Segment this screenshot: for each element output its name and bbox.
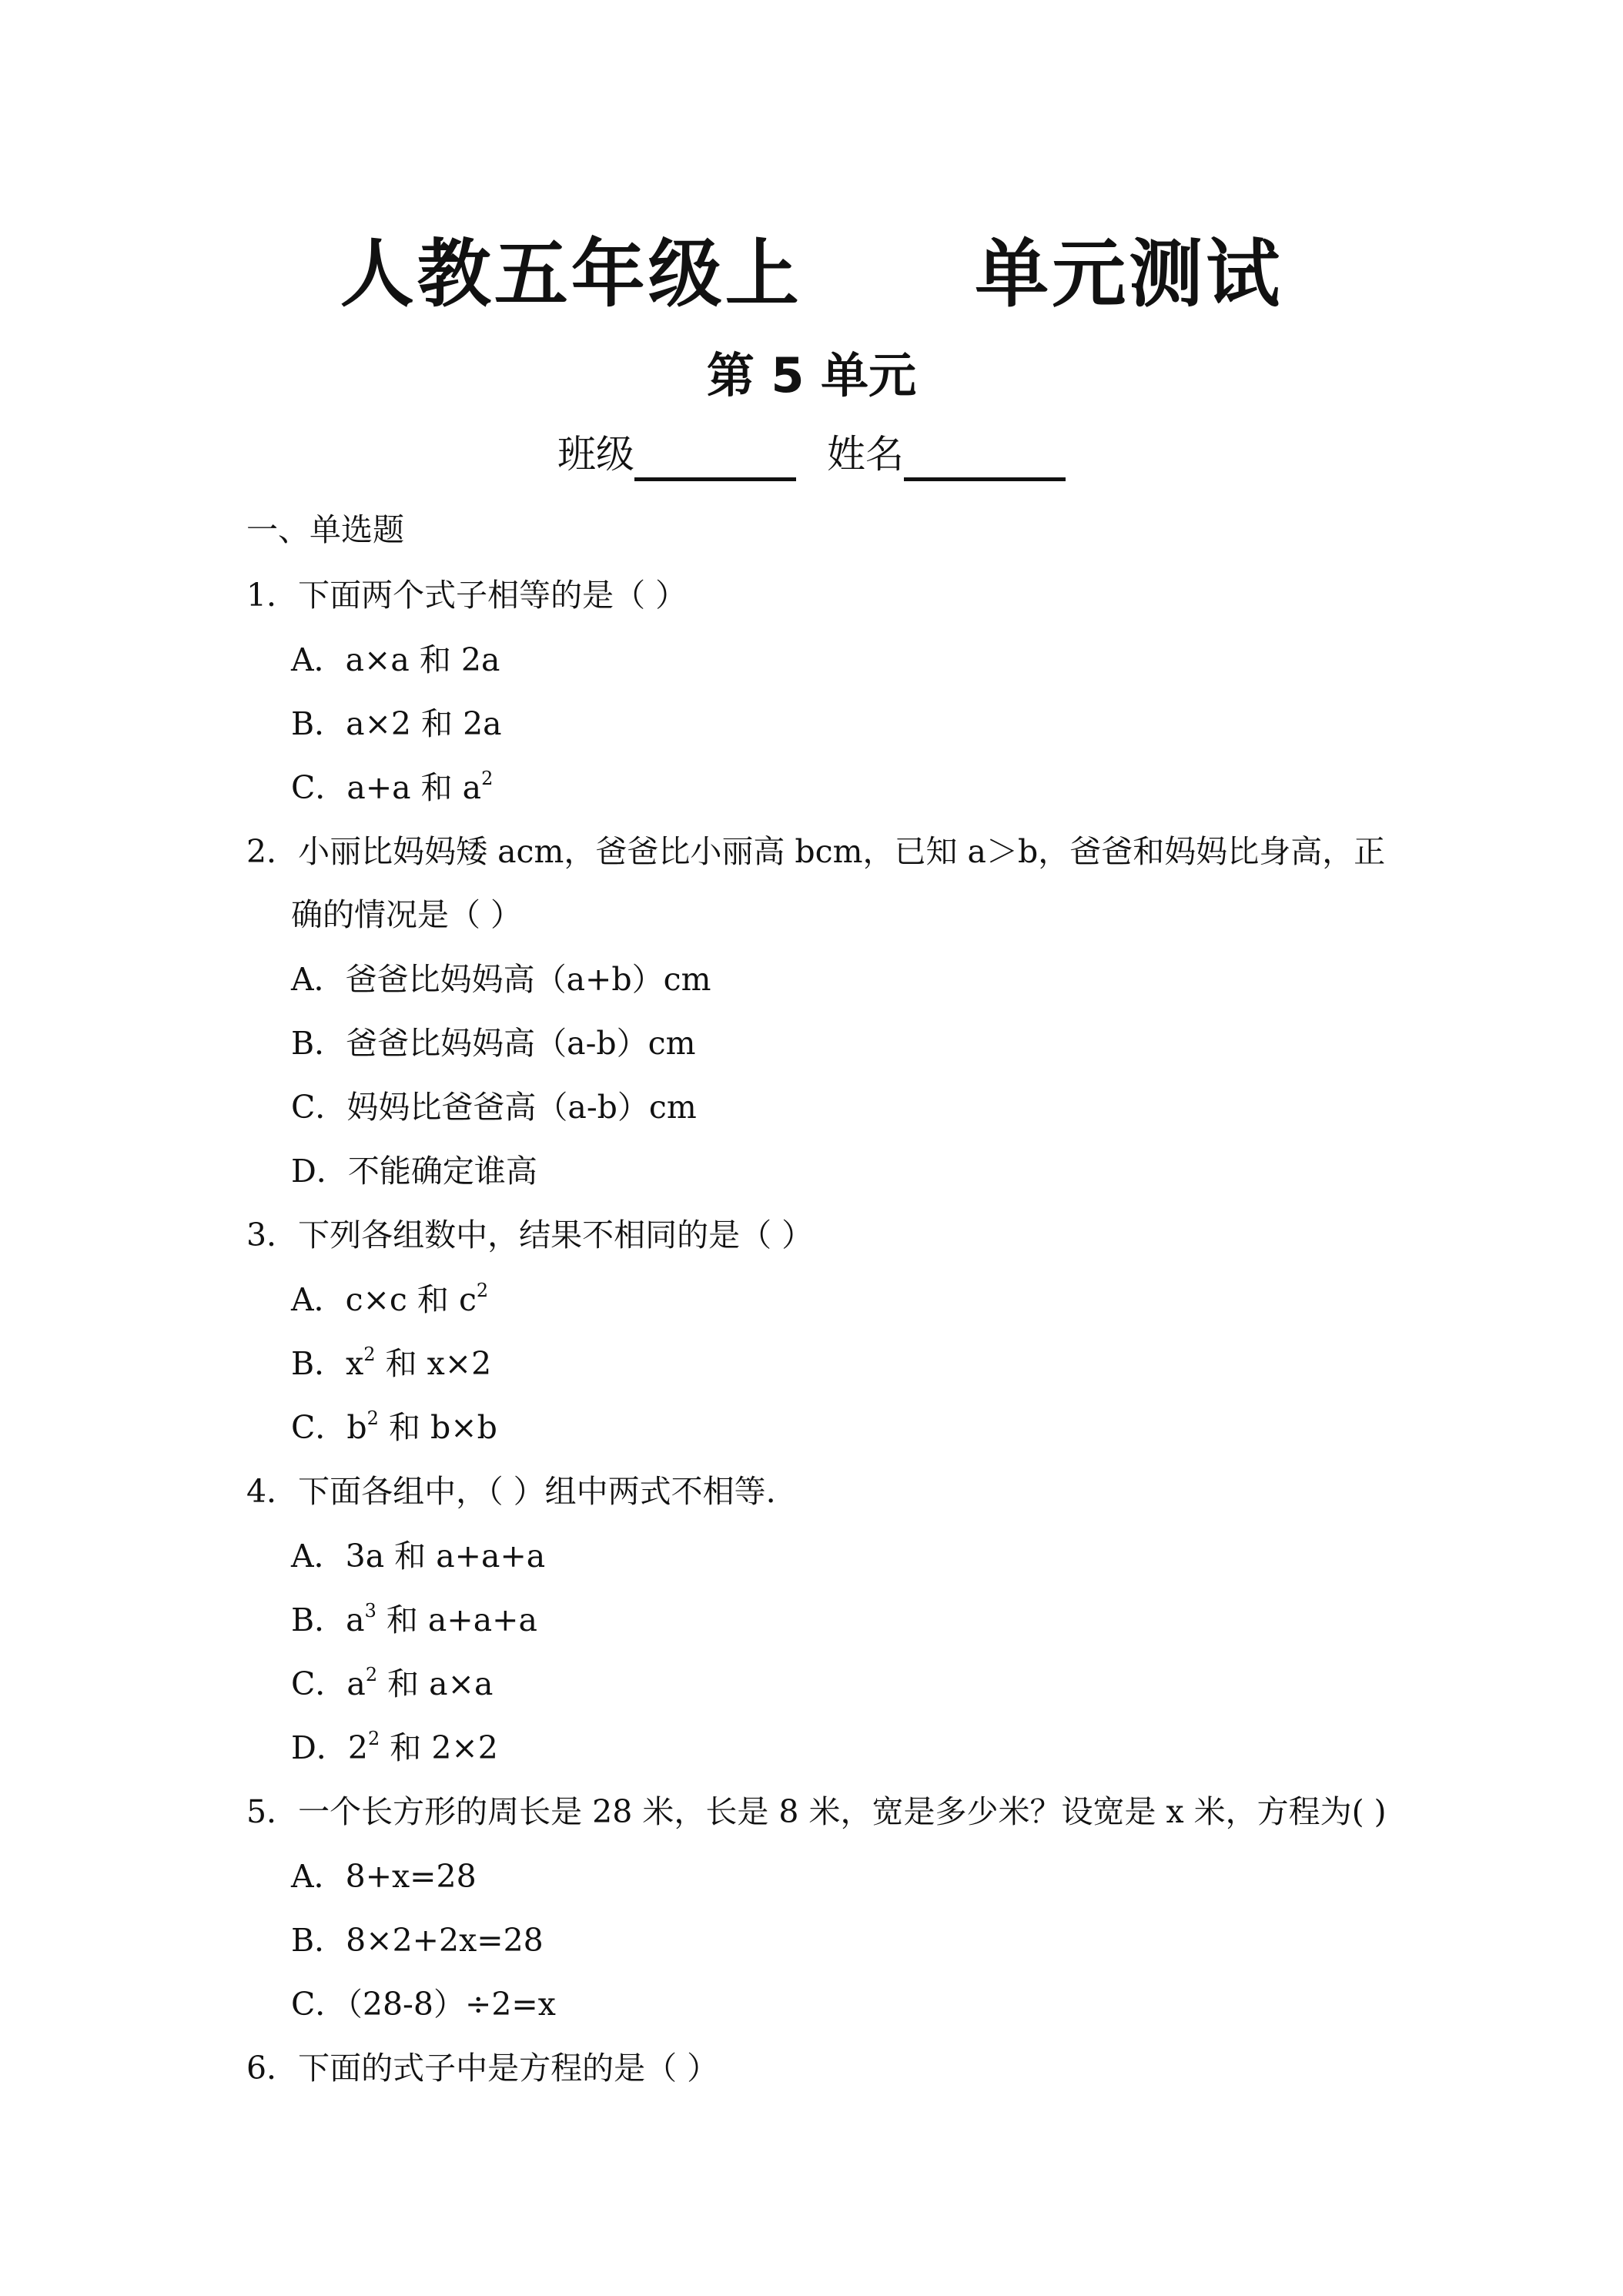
option-text-tail: 和 b×b [378, 1409, 497, 1446]
question-4-option-d[interactable] [291, 1726, 498, 1769]
question-5-stem: 5．一个长方形的周长是 28 米，长是 8 米，宽是多少米？设宽是 x 米，方程为( ) [246, 1793, 1387, 1830]
superscript: 2 [476, 1280, 489, 1301]
question-1-option-b[interactable]: B．a×2 和 2a [291, 705, 502, 742]
question-2-option-b[interactable]: B．爸爸比妈妈高（a-b）cm [291, 1025, 696, 1062]
question-4-option-a[interactable]: A．3a 和 a+a+a [291, 1538, 546, 1575]
question-2-option-d[interactable]: D．不能确定谁高 [291, 1153, 537, 1190]
superscript: 2 [481, 768, 494, 789]
superscript: 2 [366, 1407, 379, 1429]
question-3-option-c[interactable] [291, 1406, 497, 1449]
question-5-option-c[interactable]: C．（28-8）÷2=x [291, 1986, 556, 2023]
question-3-option-b[interactable] [291, 1342, 491, 1385]
option-text: B．a [291, 1602, 365, 1638]
student-info-line [0, 427, 1623, 481]
superscript: 2 [363, 1344, 376, 1365]
question-1-option-a[interactable]: A．a×a 和 2a [291, 641, 500, 678]
question-2-option-c[interactable]: C．妈妈比爸爸高（a-b）cm [291, 1089, 697, 1126]
question-3-stem: 3．下列各组数中，结果不相同的是（ ） [246, 1217, 814, 1253]
name-label: 姓名 [827, 432, 904, 477]
option-text-tail: 和 a+a+a [376, 1602, 537, 1638]
question-2-option-a[interactable]: A．爸爸比妈妈高（a+b）cm [291, 961, 711, 998]
option-text-tail: 和 x×2 [375, 1345, 492, 1382]
question-5-option-b[interactable]: B．8×2+2x=28 [291, 1922, 544, 1959]
question-1-option-c[interactable] [291, 766, 493, 809]
class-blank[interactable] [634, 431, 796, 481]
question-4-option-c[interactable] [291, 1662, 493, 1705]
unit-subtitle: 第 5 单元 [706, 347, 917, 403]
question-6-stem: 6．下面的式子中是方程的是（ ） [246, 2050, 719, 2087]
option-text: D．2 [291, 1729, 368, 1766]
page-title: 人教五年级上 单元测试 [340, 231, 1283, 317]
option-text-tail: 和 a×a [377, 1665, 494, 1702]
section-heading: 一、单选题 [246, 511, 404, 548]
option-text: B．x [291, 1345, 364, 1382]
question-1-stem: 1．下面两个式子相等的是（ ） [246, 577, 688, 614]
class-label: 班级 [557, 432, 634, 477]
name-blank[interactable] [904, 431, 1066, 481]
question-4-stem: 4．下面各组中，（ ）组中两式不相等. [246, 1473, 776, 1510]
superscript: 3 [364, 1600, 376, 1622]
superscript: 2 [367, 1728, 380, 1749]
question-2-stem-continued: 确的情况是（ ） [291, 896, 523, 933]
question-4-option-b[interactable] [291, 1598, 537, 1642]
option-text: A．c×c 和 c [291, 1281, 477, 1318]
question-2-stem: 2．小丽比妈妈矮 acm，爸爸比小丽高 bcm，已知 a＞b，爸爸和妈妈比身高，正 [246, 833, 1386, 870]
option-text: C．b [291, 1409, 367, 1446]
superscript: 2 [365, 1664, 378, 1685]
option-text: C．a+a 和 a [291, 769, 482, 806]
option-text-tail: 和 2×2 [380, 1729, 498, 1766]
question-3-option-a[interactable] [291, 1278, 488, 1321]
option-text: C．a [291, 1665, 366, 1702]
question-5-option-a[interactable]: A．8+x=28 [291, 1858, 477, 1895]
